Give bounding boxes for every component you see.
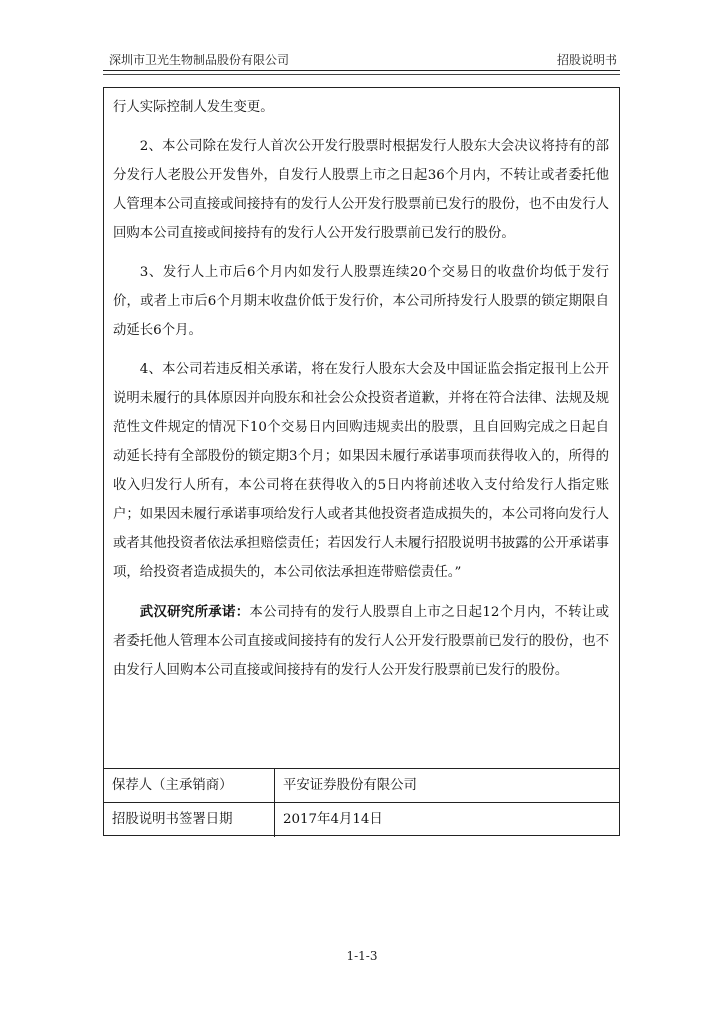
page-header xyxy=(103,50,621,72)
header-document-type: 招股说明书 xyxy=(556,53,617,67)
wuhan-commitment-label: 武汉研究所承诺： xyxy=(139,604,250,620)
commitment-item-3: 3、发行人上市后6个月内如发行人股票连续20个交易日的收盘价均低于发行价，或者上市后6个月期末收盘价低于发行价，本公司所持发行人股票的锁定期限自动延长6个月。 xyxy=(113,265,609,338)
wuhan-commitment-text: 本公司持有的发行人股票自上市之日起12个月内，不转让或者委托他人管理本公司直接或间接持有的发行人公开发行股票前已发行的股份，也不由发行人回购本公司直接或间接持有的发行人公开发行股票前已发行的股份。 xyxy=(113,605,610,678)
content-table xyxy=(103,87,620,836)
signing-date-row xyxy=(104,803,619,837)
sponsor-row xyxy=(104,769,619,803)
continuation-paragraph: 行人实际控制人发生变更。 xyxy=(113,100,274,115)
signing-date-value: 2017年4月14日 xyxy=(283,812,383,827)
commitment-item-4: 4、本公司若违反相关承诺，将在发行人股东大会及中国证监会指定报刊上公开说明未履行的具体原因并向股东和社会公众投资者道歉，并将在符合法律、法规及规范性文件规定的情况下10个交易日内回购违规卖出的股票，且自回购完成之日起自动延长持有全部股份的锁定期3个月；如果因未履行承诺事项而获得收入的，所得的收入归发行人所有，本公司将在获得收入的5日内将前述收入支付给发行人指定账户；如果因未履行承诺事项给发行人或者其他投资者造成损失的，本公司将向发行人或者其他投资者依法承担赔偿责任；若因发行人未履行招股说明书披露的公开承诺事项，给投资者造成损失的，本公司依法承担连带赔偿责任。” xyxy=(113,362,609,580)
header-rule-thick xyxy=(103,70,620,71)
sponsor-value: 平安证券股份有限公司 xyxy=(283,778,417,793)
sponsor-label: 保荐人（主承销商） xyxy=(104,769,275,802)
commitment-content-cell xyxy=(104,88,619,769)
commitment-item-2: 2、本公司除在发行人首次公开发行股票时根据发行人股东大会决议将持有的部分发行人老股公开发售外，自发行人股票上市之日起36个月内，不转让或者委托他人管理本公司直接或间接持有的发行人公开发行股票前已发行的股份，也不由发行人回购本公司直接或间接持有的发行人公开发行股票前已发行的股份。 xyxy=(113,139,609,241)
header-rule-thin xyxy=(103,74,620,75)
header-company-name: 深圳市卫光生物制品股份有限公司 xyxy=(109,53,290,67)
signing-date-label: 招股说明书签署日期 xyxy=(104,803,275,837)
wuhan-institute-commitment xyxy=(113,598,609,685)
page-number: 1-1-3 xyxy=(346,949,378,963)
